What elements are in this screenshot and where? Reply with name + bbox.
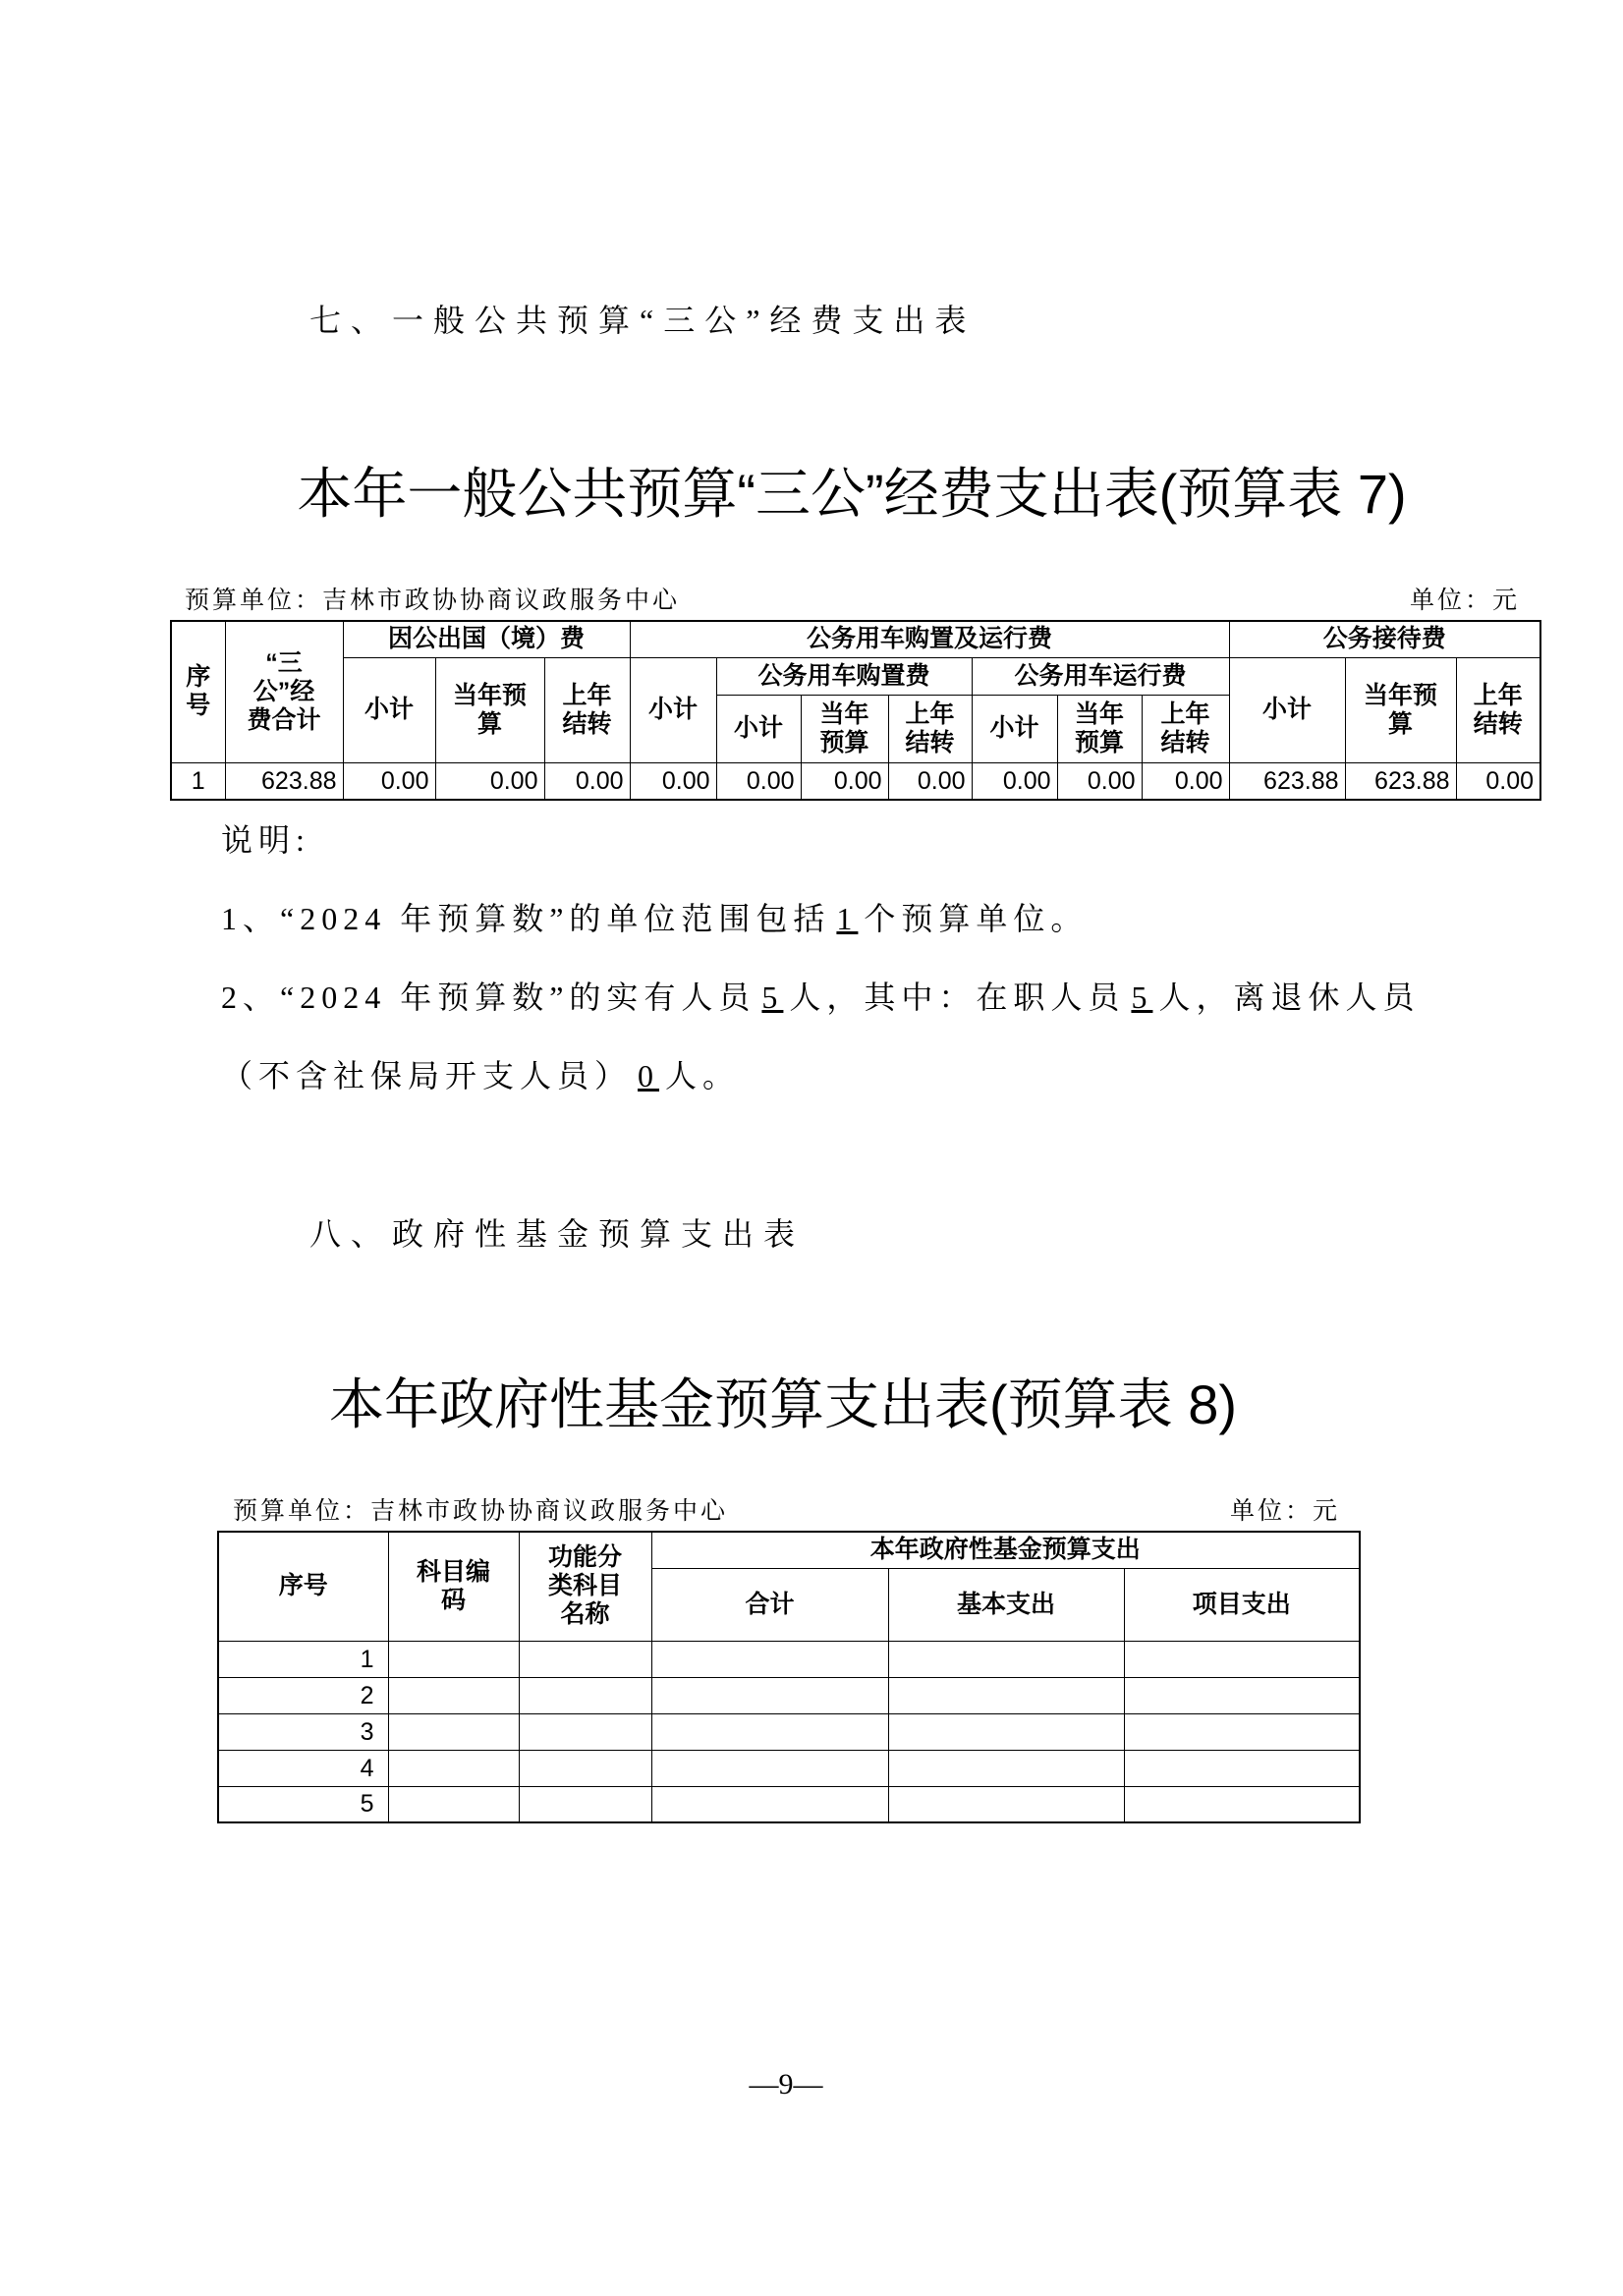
header-row-1 [218,1532,1360,1568]
header-abroad-carryover: 上年结转 [544,657,630,762]
cell-subject-name [519,1677,651,1713]
header-vehicle-operation-group: 公务用车运行费 [972,657,1229,695]
cell-basic-expense [888,1641,1124,1677]
cell-total: 623.88 [225,762,343,800]
header-reception-carryover: 上年结转 [1456,657,1540,762]
cell-subject-name [519,1750,651,1786]
notes-line-1-suffix: 个预算单位。 [864,901,1089,936]
cell-subject-code [388,1786,519,1822]
header-operation-subtotal: 小计 [972,695,1057,762]
section-8-unit-row [233,1496,1340,1526]
cell-purchase-carryover: 0.00 [888,762,972,800]
cell-project-expense [1124,1713,1360,1750]
section-8-heading: 八、政府性基金预算支出表 [309,1216,806,1252]
currency-unit: 单位：元 [1229,1497,1340,1525]
cell-abroad-carryover: 0.00 [544,762,630,800]
notes-line-2-mid-1: 人，其中：在职人员 [789,980,1126,1015]
staff-active-count: 5 [1131,980,1153,1015]
cell-subject-code [388,1750,519,1786]
cell-abroad-current: 0.00 [435,762,544,800]
cell-subject-name [519,1786,651,1822]
header-project-expense: 项目支出 [1124,1568,1360,1641]
government-fund-table [217,1531,1361,1823]
section-8-table-title: 本年政府性基金预算支出表(预算表 8) [329,1373,1237,1435]
header-operation-carryover: 上年结转 [1142,695,1229,762]
header-abroad-group: 因公出国（境）费 [343,621,630,657]
table-row [218,1713,1360,1750]
cell-seq: 1 [171,762,225,800]
header-reception-subtotal: 小计 [1229,657,1345,762]
header-reception-current: 当年预算 [1345,657,1456,762]
notes-line-3-prefix: （不含社保局开支人员） [221,1058,633,1093]
cell-total [651,1750,888,1786]
notes-line-2 [221,958,1420,1036]
header-seq: 序号 [218,1532,388,1641]
cell-purchase-current: 0.00 [801,762,888,800]
header-vehicle-subtotal: 小计 [630,657,716,762]
cell-abroad-subtotal: 0.00 [343,762,435,800]
cell-operation-carryover: 0.00 [1142,762,1229,800]
table-row [218,1641,1360,1677]
header-vehicle-purchase-group: 公务用车购置费 [716,657,972,695]
currency-unit: 单位：元 [1409,587,1520,614]
cell-project-expense [1124,1677,1360,1713]
section-7-heading: 七、一般公共预算“三公”经费支出表 [309,303,977,338]
budget-unit-name: 预算单位：吉林市政协协商议政服务中心 [233,1497,729,1525]
header-fund-expense-group: 本年政府性基金预算支出 [651,1532,1360,1568]
notes-line-2-prefix: 2、“2024 年预算数”的实有人员 [221,980,756,1015]
cell-seq: 1 [218,1641,388,1677]
header-subject-name: 功能分类科目名称 [519,1532,651,1641]
notes-line-1-prefix: 1、“2024 年预算数”的单位范围包括 [221,901,831,936]
table-row [171,762,1540,800]
notes [221,801,1420,1115]
notes-line-2-mid-2: 人，离退休人员 [1158,980,1421,1015]
cell-seq: 2 [218,1677,388,1713]
header-vehicle-group: 公务用车购置及运行费 [630,621,1229,657]
header-abroad-current: 当年预算 [435,657,544,762]
notes-line-3 [221,1036,1420,1115]
table-row [218,1750,1360,1786]
cell-total [651,1641,888,1677]
cell-basic-expense [888,1786,1124,1822]
header-seq: 序号 [171,621,225,762]
section-7-table-title: 本年一般公共预算“三公”经费支出表(预算表 7) [297,463,1407,525]
cell-subject-name [519,1641,651,1677]
cell-vehicle-subtotal: 0.00 [630,762,716,800]
notes-line-1 [221,879,1420,958]
staff-total-count: 5 [761,980,784,1015]
cell-basic-expense [888,1750,1124,1786]
header-reception-group: 公务接待费 [1229,621,1540,657]
notes-title: 说明: [221,822,310,858]
cell-operation-subtotal: 0.00 [972,762,1057,800]
header-basic-expense: 基本支出 [888,1568,1124,1641]
cell-total [651,1677,888,1713]
cell-basic-expense [888,1713,1124,1750]
cell-seq: 4 [218,1750,388,1786]
header-total: 合计 [651,1568,888,1641]
header-operation-current: 当年预算 [1057,695,1142,762]
cell-seq: 5 [218,1786,388,1822]
header-total: “三公”经费合计 [225,621,343,762]
header-subject-code: 科目编码 [388,1532,519,1641]
cell-total [651,1786,888,1822]
table-row [218,1677,1360,1713]
page-number: —9— [749,2068,823,2100]
cell-seq: 3 [218,1713,388,1750]
section-7-unit-row [185,586,1520,615]
cell-operation-current: 0.00 [1057,762,1142,800]
cell-project-expense [1124,1750,1360,1786]
cell-subject-code [388,1641,519,1677]
cell-subject-name [519,1713,651,1750]
budget-unit-count: 1 [836,901,859,936]
table-row [218,1786,1360,1822]
header-purchase-carryover: 上年结转 [888,695,972,762]
staff-retired-count: 0 [638,1058,660,1093]
cell-project-expense [1124,1641,1360,1677]
header-purchase-subtotal: 小计 [716,695,801,762]
cell-reception-carryover: 0.00 [1456,762,1540,800]
header-abroad-subtotal: 小计 [343,657,435,762]
cell-project-expense [1124,1786,1360,1822]
cell-total [651,1713,888,1750]
notes-line-3-suffix: 人。 [665,1058,741,1093]
budget-unit-name: 预算单位：吉林市政协协商议政服务中心 [185,587,681,614]
cell-reception-subtotal: 623.88 [1229,762,1345,800]
cell-subject-code [388,1677,519,1713]
header-purchase-current: 当年预算 [801,695,888,762]
cell-basic-expense [888,1677,1124,1713]
cell-reception-current: 623.88 [1345,762,1456,800]
cell-purchase-subtotal: 0.00 [716,762,801,800]
three-public-expenses-table [170,620,1541,801]
header-row-1 [171,621,1540,657]
header-row-2 [171,657,1540,695]
cell-subject-code [388,1713,519,1750]
